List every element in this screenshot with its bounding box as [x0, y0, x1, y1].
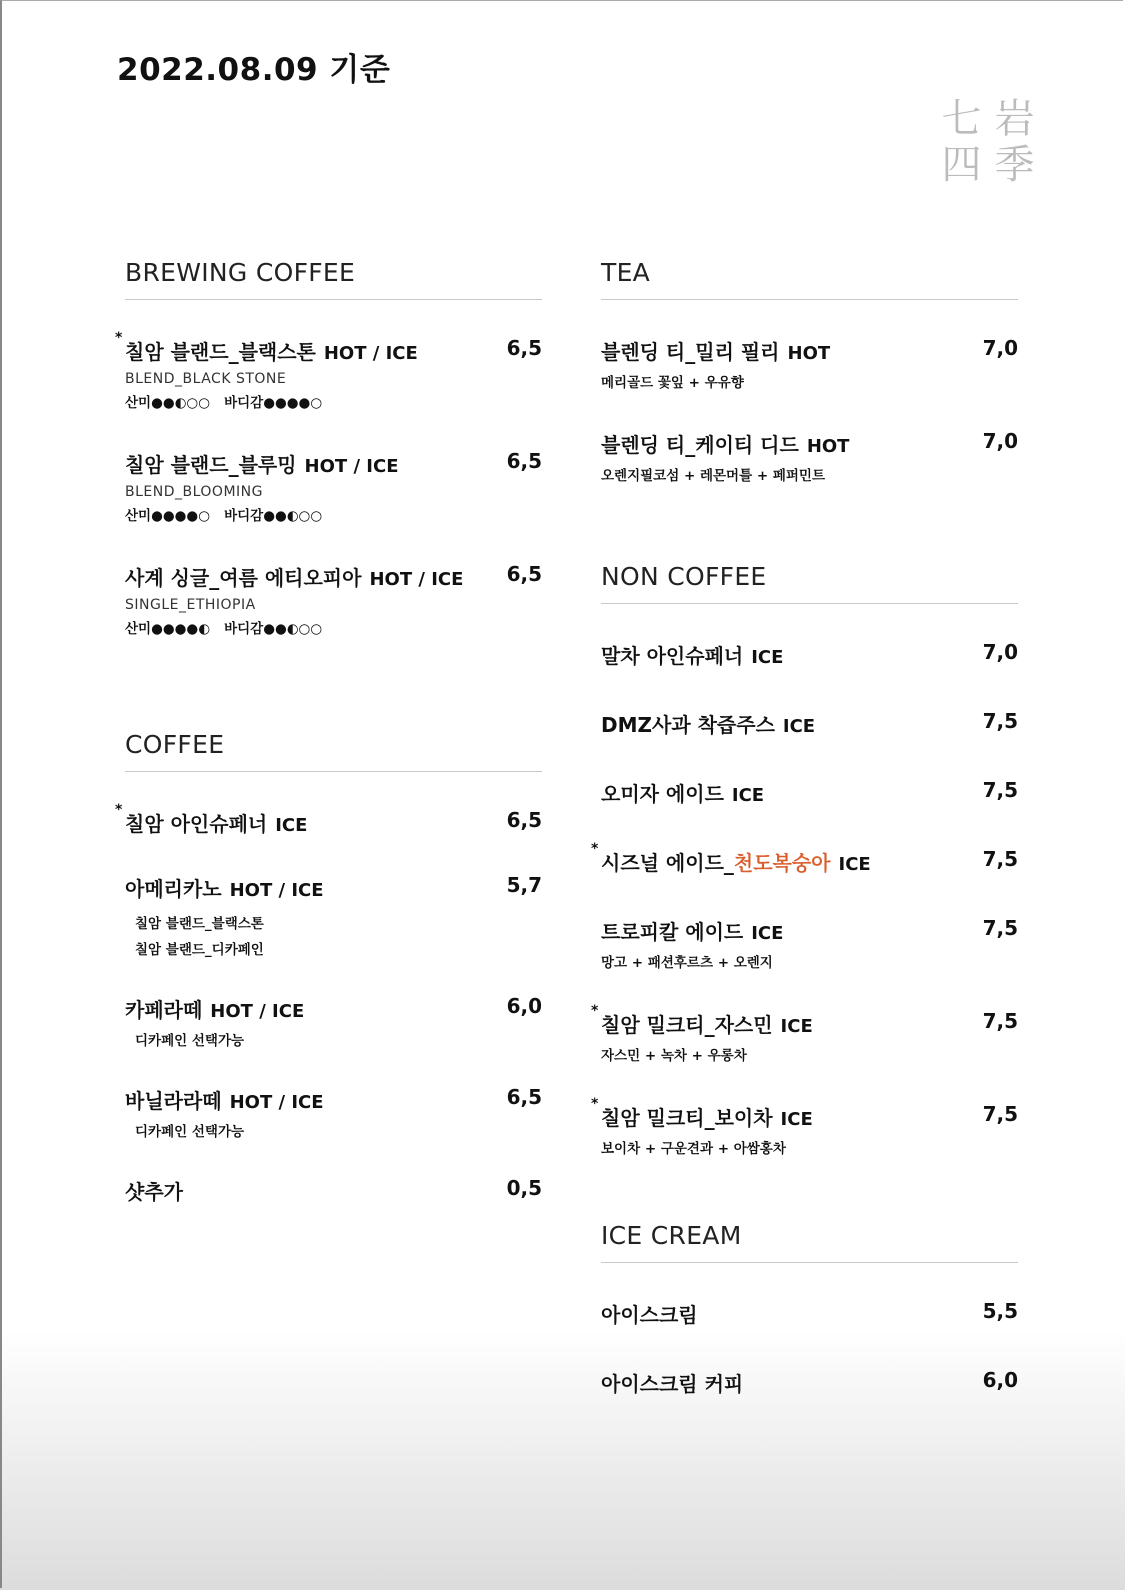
item-tag: ICE — [751, 647, 784, 668]
section-title: NON COFFEE — [601, 562, 1018, 604]
section-coffee — [115, 730, 542, 1205]
item-english-name: SINGLE_ETHIOPIA — [125, 597, 256, 613]
menu-item — [601, 336, 1018, 391]
item-tag: HOT / ICE — [210, 1001, 305, 1022]
section-title: TEA — [601, 258, 1018, 300]
item-name: 칠암 밀크티_자스민 — [601, 1013, 773, 1037]
menu-item — [601, 709, 1018, 738]
signature-star: * — [591, 1003, 599, 1019]
logo — [935, 96, 1041, 188]
item-name: 아이스크림 — [601, 1303, 698, 1327]
item-tag: ICE — [751, 923, 784, 944]
logo-char: 岩 — [994, 96, 1035, 142]
menu-item — [115, 330, 542, 411]
section-title: ICE CREAM — [601, 1221, 1018, 1263]
item-tag: ICE — [782, 716, 816, 737]
item-option: 디카페인 선택가능 — [135, 1124, 245, 1140]
item-name: 오미자 에이드 — [601, 782, 724, 806]
item-price: 7,5 — [982, 1102, 1018, 1126]
menu-item — [601, 1368, 1018, 1397]
logo-char: 四 — [941, 142, 982, 188]
item-price: 6,5 — [506, 336, 542, 360]
item-description: 망고 + 패션후르츠 + 오렌지 — [601, 955, 773, 971]
menu-item — [601, 1299, 1018, 1328]
item-name: 칠암 블랜드_블랙스톤 — [125, 340, 316, 364]
menu-item — [601, 778, 1018, 807]
item-english-name: BLEND_BLACK STONE — [125, 371, 287, 387]
item-price: 7,5 — [982, 709, 1018, 733]
item-tag: ICE — [780, 1109, 813, 1130]
logo-char: 七 — [941, 96, 982, 142]
item-taste-profile: 산미●●●●○ 바디감●●◐○○ — [125, 508, 323, 524]
menu-item — [125, 562, 542, 637]
section-title: COFFEE — [125, 730, 542, 772]
menu-item — [115, 802, 542, 837]
item-option: 디카페인 선택가능 — [135, 1033, 245, 1049]
item-price: 0,5 — [506, 1176, 542, 1200]
item-tag: ICE — [731, 785, 765, 806]
section-non-coffee — [591, 562, 1018, 1157]
item-description: 자스민 + 녹차 + 우롱차 — [601, 1048, 747, 1064]
item-tag: HOT / ICE — [229, 1092, 324, 1113]
menu-item — [591, 841, 1018, 876]
item-name: 트로피칼 에이드 — [601, 920, 744, 944]
item-price: 7,0 — [982, 640, 1018, 664]
menu-item — [125, 1176, 542, 1205]
signature-star: * — [591, 1096, 599, 1112]
item-english-name: BLEND_BLOOMING — [125, 484, 263, 500]
item-price: 7,0 — [982, 429, 1018, 453]
item-taste-profile: 산미●●◐○○ 바디감●●●●○ — [125, 395, 323, 411]
menu-item — [591, 1003, 1018, 1064]
section-title: BREWING COFFEE — [125, 258, 542, 300]
menu-item — [125, 873, 542, 958]
menu-item — [601, 429, 1018, 484]
item-price: 5,7 — [506, 873, 542, 897]
section-brewing-coffee — [115, 258, 542, 637]
item-tag: HOT / ICE — [304, 456, 399, 477]
item-price: 6,0 — [506, 994, 542, 1018]
menu-item — [125, 1085, 542, 1140]
item-tag: HOT / ICE — [323, 343, 418, 364]
item-name: 아이스크림 커피 — [601, 1372, 744, 1396]
item-tag: ICE — [780, 1016, 813, 1037]
item-tag: HOT / ICE — [369, 569, 464, 590]
item-price: 6,0 — [982, 1368, 1018, 1392]
menu-item — [591, 1096, 1018, 1157]
item-price: 7,0 — [982, 336, 1018, 360]
item-price: 5,5 — [982, 1299, 1018, 1323]
item-tag: HOT / ICE — [229, 880, 324, 901]
item-name: 블렌딩 티_밀리 필리 — [601, 340, 780, 364]
item-tag: HOT — [787, 343, 831, 364]
signature-star: * — [115, 802, 123, 818]
menu-item — [125, 994, 542, 1049]
item-description: 메리골드 꽃잎 + 우유향 — [601, 375, 744, 391]
section-ice-cream — [601, 1221, 1018, 1397]
item-name: 칠암 블랜드_블루밍 — [125, 453, 297, 477]
item-price: 7,5 — [982, 916, 1018, 940]
item-price: 6,5 — [506, 808, 542, 832]
menu-item — [601, 640, 1018, 669]
item-price: 6,5 — [506, 562, 542, 586]
item-price: 6,5 — [506, 1085, 542, 1109]
item-tag: ICE — [838, 854, 871, 875]
item-name-highlight: 천도복숭아 — [733, 851, 831, 875]
item-price: 6,5 — [506, 449, 542, 473]
item-name: 블렌딩 티_케이티 디드 — [601, 433, 799, 457]
item-description: 보이차 + 구운견과 + 아쌈홍차 — [601, 1141, 786, 1157]
menu-date: 2022.08.09 기준 — [117, 52, 391, 88]
menu-item — [125, 449, 542, 524]
logo-char: 季 — [994, 142, 1035, 188]
item-name: 바닐라라떼 — [125, 1089, 222, 1113]
signature-star: * — [591, 841, 599, 857]
menu-item — [601, 916, 1018, 971]
item-option: 칠암 블랜드_디카페인 — [135, 942, 264, 958]
item-name: 말차 아인슈페너 — [601, 644, 744, 668]
item-description: 오렌지필코섬 + 레몬머틀 + 페퍼민트 — [601, 468, 825, 484]
section-tea — [601, 258, 1018, 484]
item-name: 칠암 아인슈페너 — [125, 812, 268, 836]
item-price: 7,5 — [982, 847, 1018, 871]
item-name: 사계 싱글_여름 에티오피아 — [125, 566, 362, 590]
item-name: 칠암 밀크티_보이차 — [601, 1106, 773, 1130]
item-taste-profile: 산미●●●●◐ 바디감●●◐○○ — [125, 621, 323, 637]
item-name: 카페라떼 — [125, 998, 203, 1022]
item-tag: HOT — [806, 436, 850, 457]
item-tag: ICE — [275, 815, 308, 836]
item-name: 시즈널 에이드_ — [601, 851, 734, 875]
item-name: 샷추가 — [125, 1180, 183, 1204]
item-price: 7,5 — [982, 1009, 1018, 1033]
item-name: 아메리카노 — [125, 877, 222, 901]
signature-star: * — [115, 330, 123, 346]
item-option: 칠암 블랜드_블랙스톤 — [135, 916, 264, 932]
item-name: DMZ사과 착즙주스 — [601, 713, 775, 737]
item-price: 7,5 — [982, 778, 1018, 802]
